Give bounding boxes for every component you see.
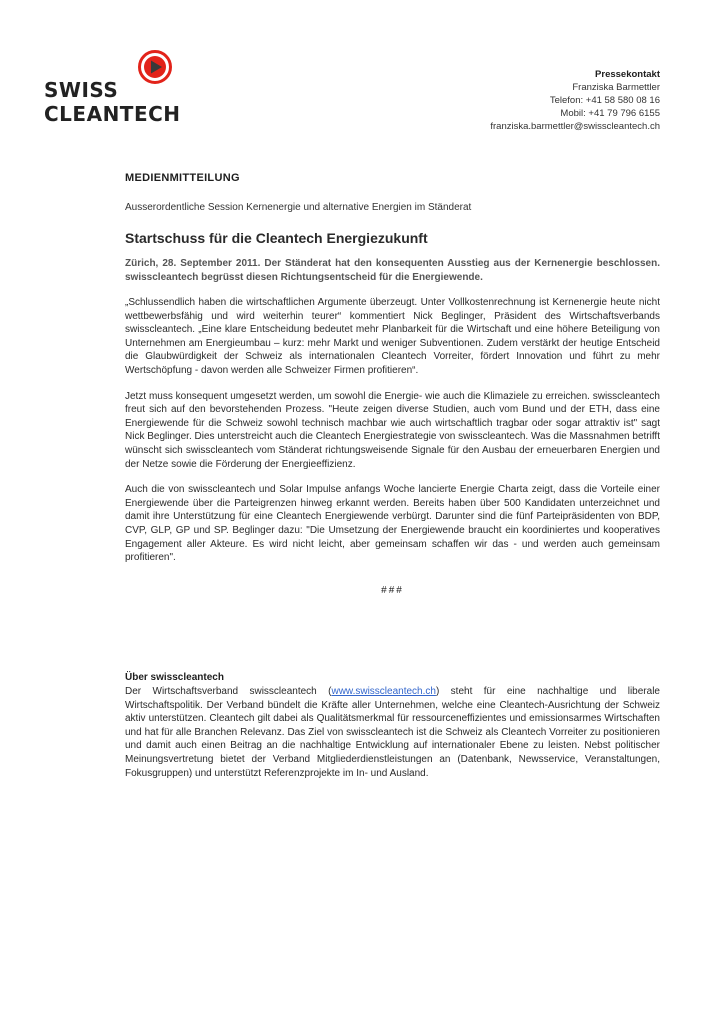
section-separator: ###	[381, 584, 404, 596]
logo-text-swiss: SWISS	[44, 78, 119, 102]
document-lead: Zürich, 28. September 2011. Der Ständerat hat den konsequenten Ausstieg aus der Kernenergie beschlossen. swisscleantech begrüsst diesen Richtungsentscheid für die Energiewende.	[125, 258, 660, 283]
about-text-rest: ) steht für eine nachhaltige und liberale Wirtschaftspolitik. Der Verband bündelt die Kräfte aller Unternehmen, welche eine Cleantech-Ausrichtung der Schweiz aktiv unterstützen. Cleantech gilt dabei als Qualitätsmerkmal für ressourceneffizientes und emissionsarmes Wirtschaften und hat für alle Branchen Relevanz. Das Ziel von swisscleantech ist die Schweiz als Cleantech Vorreiter zu positionieren und damit auch einen Beitrag an die nachhaltige Entwicklung auf internationaler Ebene zu leisten. Nebst politischer Meinungsvertretung bietet der Verband Mitgliederdienstleistungen an (Datenbank, Newsservice, Veranstaltungen, Fokusgruppen) und unterstützt Referenzprojekte im In- und Ausland.	[125, 686, 660, 779]
about-section	[125, 672, 660, 780]
swisscleantech-logo	[44, 50, 194, 130]
about-text-start: Der Wirtschaftsverband swisscleantech (	[125, 686, 332, 697]
website-link[interactable]: www.swisscleantech.ch	[331, 686, 436, 697]
play-circle-icon	[138, 50, 172, 84]
paragraph-3: Auch die von swisscleantech und Solar Impulse anfangs Woche lancierte Energie Charta zeigt, dass die Vorteile einer Energiewende über die Parteigrenzen hinweg erkannt werden. Bereits haben über 500 Kandidaten unterzeichnet und damit ihre Unterstützung für eine Cleantech Energiewende verbürgt. Darunter sind die fünf Parteipräsidenten von BDP, CVP, GLP, GP und SP. Beglinger dazu: "Die Umsetzung der Energiewende braucht ein koordiniertes und kooperatives Engagement aller Akteure. Es wird nicht leicht, aber gemeinsam schaffen wir das - und werden auch gemeinsam profitieren".	[125, 484, 660, 564]
paragraph-2: Jetzt muss konsequent umgesetzt werden, um sowohl die Energie- wie auch die Klimaziele zu erreichen. swisscleantech freut sich auf den bevorstehenden Prozess. "Heute zeigen diverse Studien, auch vom Bund und der ETH, dass eine Energiewende für die Schweiz sowohl technisch machbar wie auch wirtschaftlich tragbar oder sogar attraktiv ist" sagt Nick Beglinger. Dies unterstreicht auch die Cleantech Energiestrategie von swisscleantech. Was die Massnahmen betrifft wünscht sich swisscleantech vom Ständerat richtungsweisende Signale für den Ausbau der erneuerbaren Energien und der Netze sowie die Förderung der Energieeffizienz.	[125, 390, 660, 470]
contact-email[interactable]: franziska.barmettler@swisscleantech.ch	[490, 121, 660, 132]
contact-name: Franziska Barmettler	[572, 82, 660, 93]
logo-text-cleantech: CLEANTECH	[44, 102, 181, 126]
document-headline: Startschuss für die Cleantech Energiezukunft	[125, 230, 428, 246]
press-release-body	[125, 172, 660, 596]
press-contact-title: Pressekontakt	[595, 69, 660, 80]
paragraph-1: „Schlussendlich haben die wirtschaftlichen Argumente überzeugt. Unter Vollkostenrechnung ist Kernenergie heute nicht wettbewerbsfähig und wird weiterhin teurer“ kommentiert Nick Beglinger, Präsident des Wirtschaftsverbands swisscleantech. „Eine klare Entscheidung bedeutet mehr Planbarkeit für die Wirtschaft und eine höhere Beteiligung von Unternehmen am Energieumbau – kurz: mehr Markt und weniger Subventionen. Zudem verstärkt der heutige Entscheid die Glaubwürdigkeit der Schweiz als internationalen Cleantech Vorreiter, fördert Innovation und führt zu mehr Wertschöpfung - davon werden alle Schweizer Firmen profitieren“.	[125, 297, 660, 376]
about-body	[125, 685, 660, 780]
press-contact	[490, 68, 660, 133]
contact-phone: Telefon: +41 58 580 08 16	[549, 95, 660, 106]
about-title: Über swisscleantech	[125, 672, 224, 683]
document-subline: Ausserordentliche Session Kernenergie und alternative Energien im Ständerat	[125, 202, 472, 213]
contact-mobile: Mobil: +41 79 796 6155	[560, 108, 660, 119]
document-kicker: MEDIENMITTEILUNG	[125, 172, 240, 184]
